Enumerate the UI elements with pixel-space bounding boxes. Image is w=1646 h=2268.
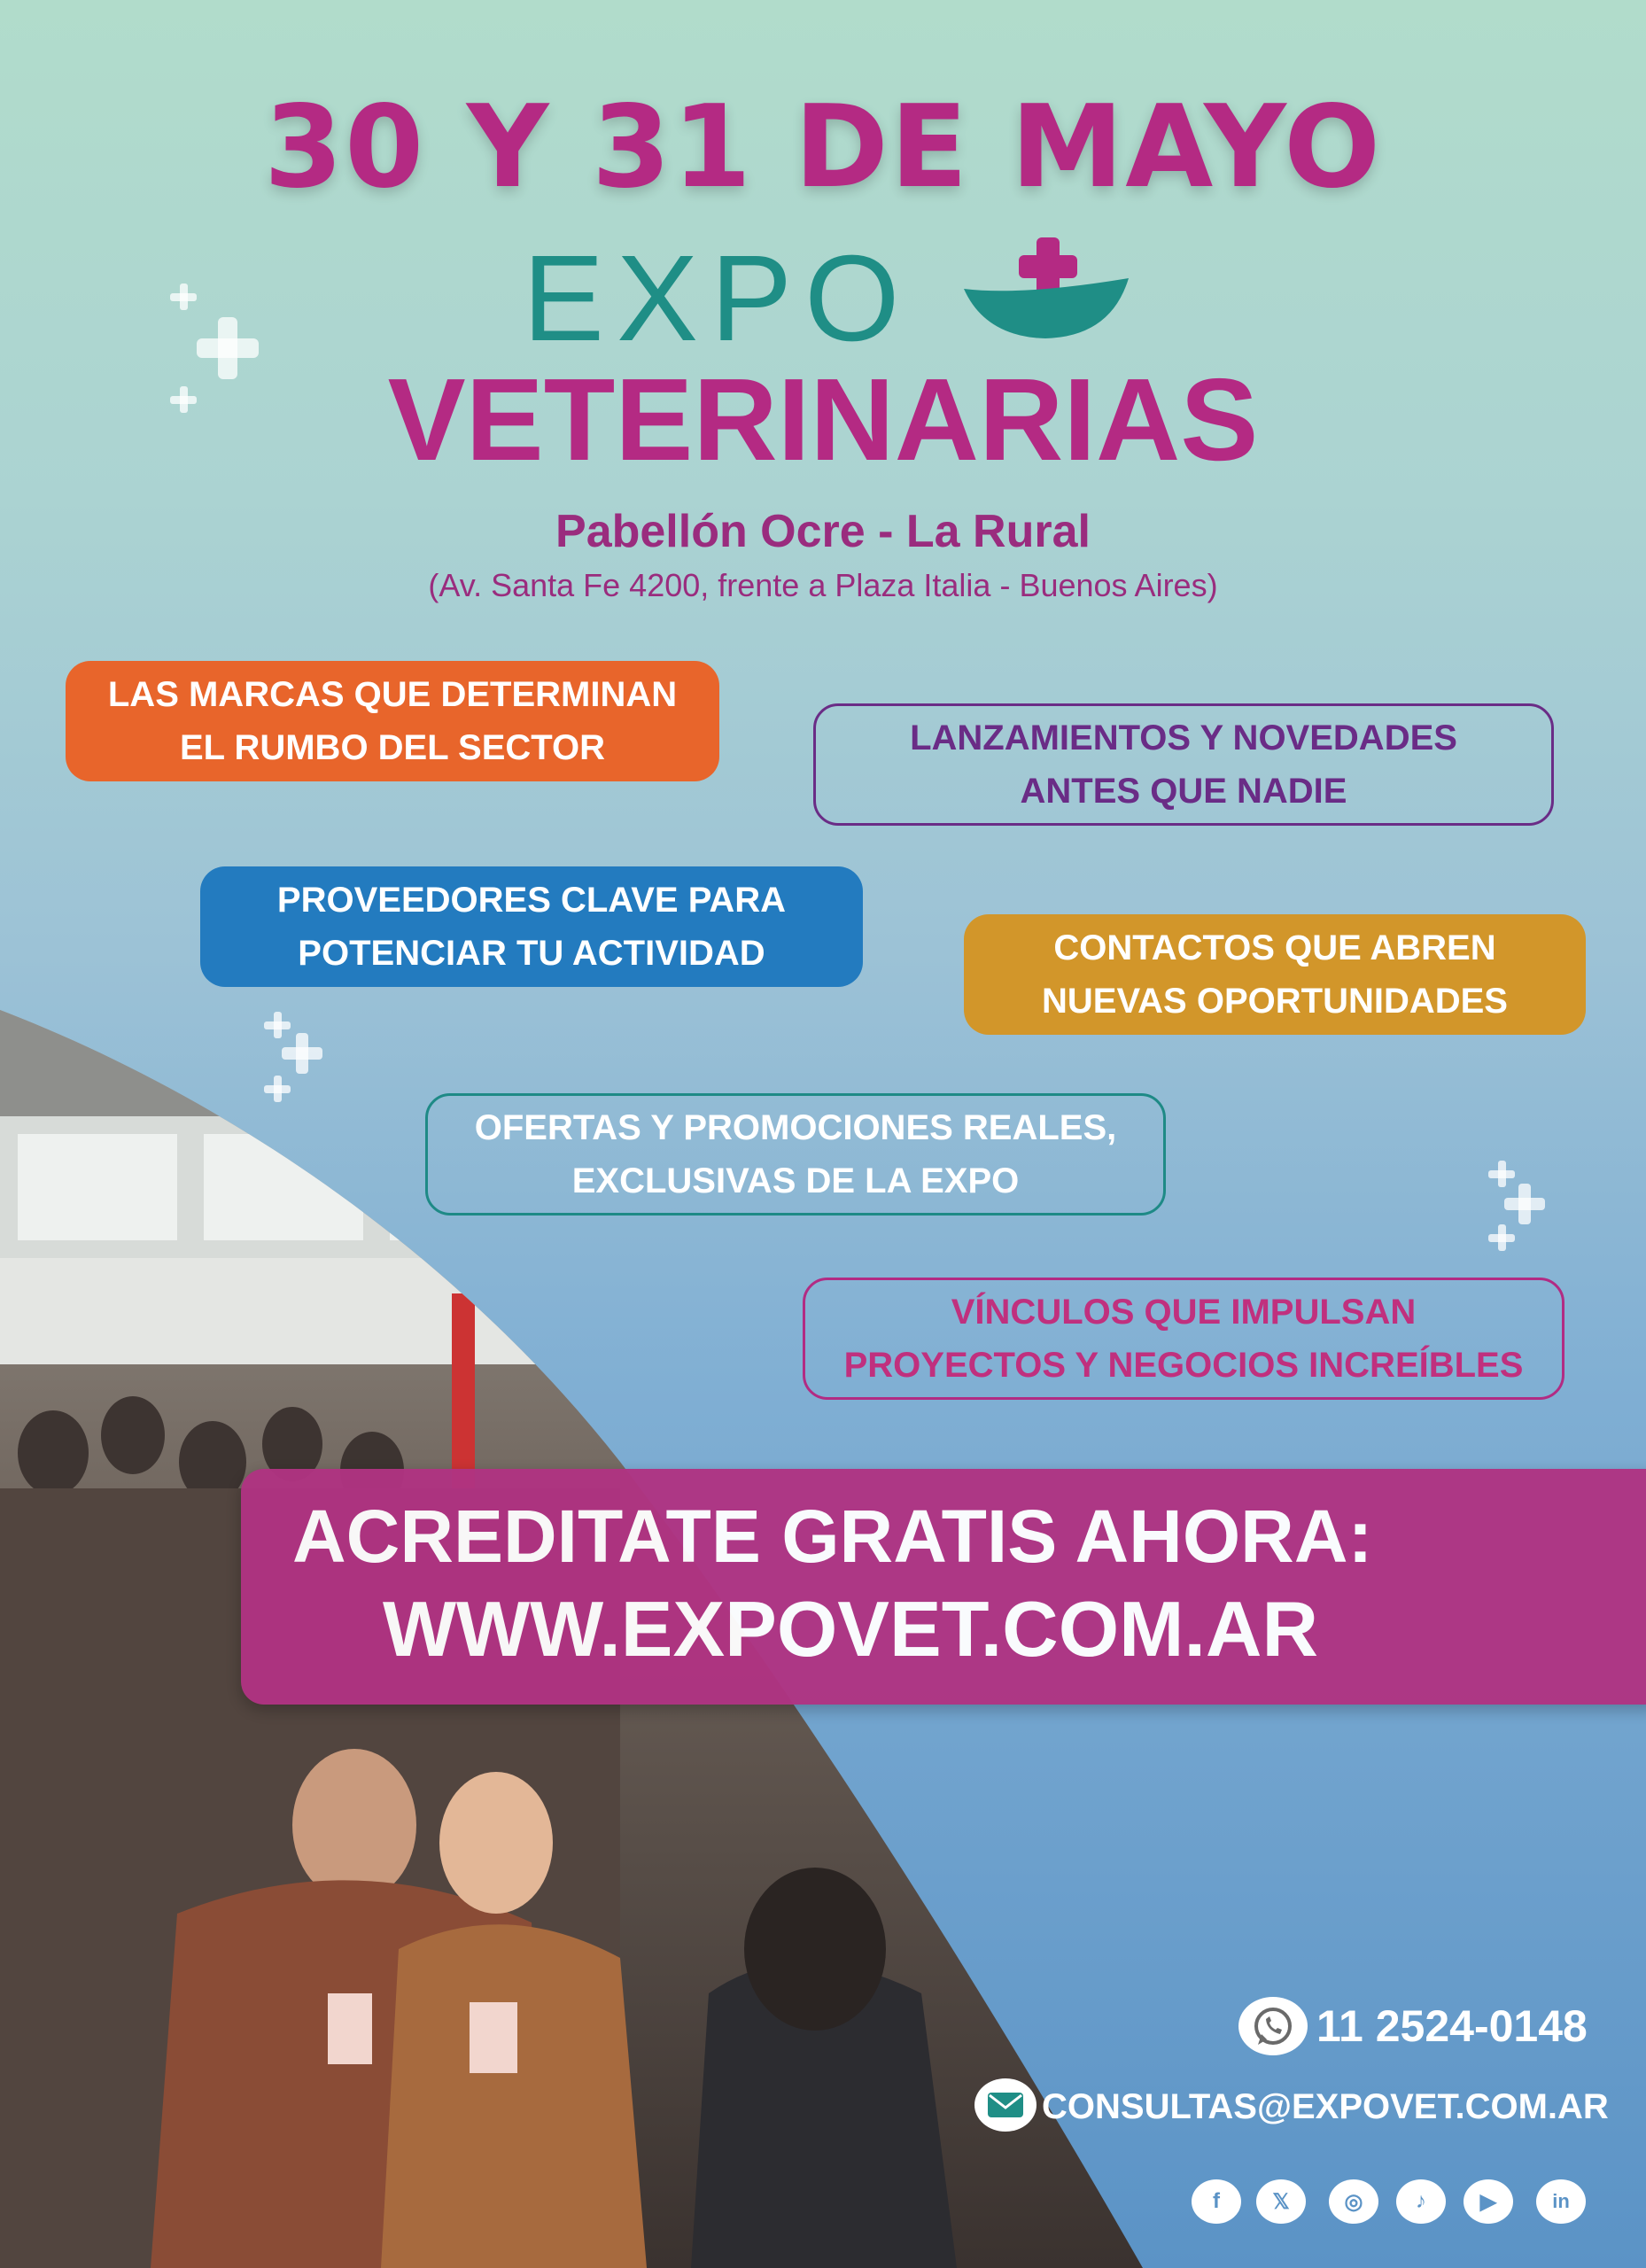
social-glyph: ◎ xyxy=(1344,2189,1363,2214)
mail-icon[interactable] xyxy=(974,2078,1037,2132)
cta-banner[interactable] xyxy=(241,1469,1646,1705)
feature-pill-label: OFERTAS Y PROMOCIONES REALES, EXCLUSIVAS DE LA EXPO xyxy=(474,1108,1117,1200)
linkedin-icon[interactable] xyxy=(1536,2179,1586,2224)
tiktok-icon[interactable] xyxy=(1396,2179,1446,2224)
social-glyph: ♪ xyxy=(1416,2189,1426,2213)
x-icon[interactable] xyxy=(1256,2179,1306,2224)
brand-expo: EXPO xyxy=(523,230,912,367)
feature-pill-label: LANZAMIENTOS Y NOVEDADES ANTES QUE NADIE xyxy=(910,718,1457,811)
facebook-icon[interactable] xyxy=(1192,2179,1241,2224)
feature-pill-label: VÍNCULOS QUE IMPULSAN PROYECTOS Y NEGOCIOS INCREÍBLES xyxy=(843,1293,1524,1385)
feature-pill-offers xyxy=(425,1093,1166,1216)
feature-pill-contacts xyxy=(964,914,1586,1035)
feature-pill-label: PROVEEDORES CLAVE PARA POTENCIAR TU ACTIVIDAD xyxy=(276,881,787,973)
feature-pill-launches xyxy=(813,703,1554,826)
cross-icon xyxy=(282,1033,322,1074)
cross-icon xyxy=(170,284,197,310)
youtube-icon[interactable] xyxy=(1464,2179,1513,2224)
feature-pill-suppliers xyxy=(200,866,863,987)
feature-pill-label: CONTACTOS QUE ABREN NUEVAS OPORTUNIDADES xyxy=(1042,928,1508,1021)
social-glyph: ▶ xyxy=(1479,2189,1497,2214)
venue: Pabellón Ocre - La Rural xyxy=(555,506,1091,557)
website-link[interactable]: WWW.EXPOVET.COM.AR xyxy=(383,1585,1318,1673)
venue-address: (Av. Santa Fe 4200, frente a Plaza Italia - Buenos Aires) xyxy=(428,567,1218,603)
cross-icon xyxy=(1504,1184,1545,1224)
cta-headline: ACREDITATE GRATIS AHORA: xyxy=(292,1495,1373,1578)
contact-email[interactable]: CONSULTAS@EXPOVET.COM.AR xyxy=(1042,2087,1609,2126)
feature-pill-links xyxy=(803,1278,1564,1400)
whatsapp-icon[interactable] xyxy=(1238,1997,1308,2055)
cross-icon xyxy=(1488,1224,1515,1251)
event-date: 30 Y 31 DE MAYO xyxy=(264,82,1382,214)
vet-logo-icon xyxy=(960,237,1137,344)
feature-pill-brands xyxy=(66,661,719,781)
instagram-icon[interactable] xyxy=(1329,2179,1378,2224)
cross-icon xyxy=(264,1076,291,1102)
social-glyph: f xyxy=(1213,2189,1220,2213)
social-glyph: in xyxy=(1552,2190,1570,2212)
brand-veterinarias: VETERINARIAS xyxy=(387,354,1259,485)
phone-number[interactable]: 11 2524-0148 xyxy=(1316,2001,1588,2051)
social-glyph: 𝕏 xyxy=(1272,2189,1290,2214)
feature-pill-label: LAS MARCAS QUE DETERMINAN EL RUMBO DEL SECTOR xyxy=(107,675,678,767)
